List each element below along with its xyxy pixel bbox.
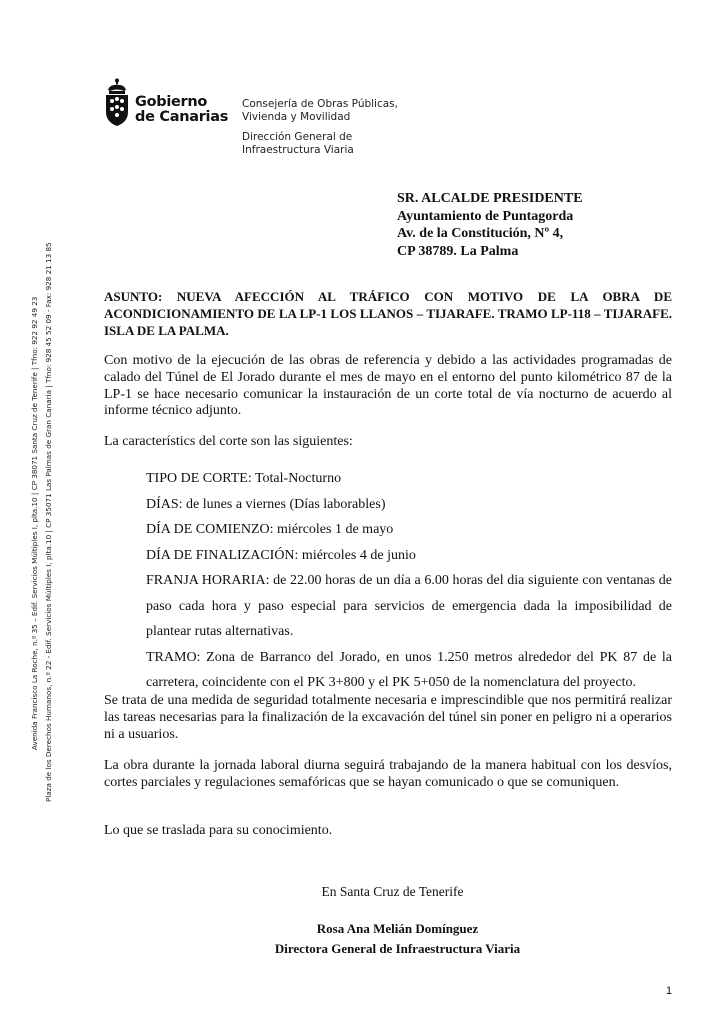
page-number: 1 [666,985,673,997]
closure-details-list [146,466,672,696]
dept-line4: Infraestructura Viaria [242,143,354,156]
paragraph-daytime-work: La obra durante la jornada laboral diurna seguirá trabajando de la manera habitual con los desvíos, cortes parciales y regulaciones semafóricas que se hayan comunicado o que se comuniquen. [104,758,672,790]
paragraph-closing: Lo que se traslada para su conocimiento. [104,823,333,838]
dept-line2: Vivienda y Movilidad [242,110,351,123]
list-item: TIPO DE CORTE: Total-Nocturno [146,471,342,486]
list-item: TRAMO: Zona de Barranco del Jorado, en unos 1.250 metros alrededor del PK 87 de la carretera, coincidente con el PK 3+800 y el PK 5+050 de la nomenclatura del proyecto. [146,649,672,690]
recipient-line1: SR. ALCALDE PRESIDENTE [397,191,583,206]
list-item: DÍA DE FINALIZACIÓN: miércoles 4 de junio [146,547,416,563]
logo-text-line2: de Canarias [135,109,229,125]
subject-line: ASUNTO: NUEVA AFECCIÓN AL TRÁFICO CON MOTIVO DE LA OBRA DE ACONDICIONAMIENTO DE LA LP-1 LOS LLANOS – TIJARAFE. TRAMO LP-118 – TIJARAFE. ISLA DE LA PALMA. [104,289,672,338]
dept-line1: Consejería de Obras Públicas, [242,98,398,110]
signature-block [0,919,725,959]
recipient-block [397,190,583,260]
signer-name: Rosa Ana Melián Domínguez [316,921,479,936]
department-block [242,98,398,156]
recipient-line2: Ayuntamiento de Puntagorda [397,208,574,224]
dept-line3: Dirección General de [242,131,353,143]
government-logo-text [135,95,228,125]
list-item: DÍA DE COMIENZO: miércoles 1 de mayo [146,522,394,537]
city-line: En Santa Cruz de Tenerife [321,884,464,899]
recipient-line4: CP 38789. La Palma [397,243,519,259]
paragraph-characteristics: La característics del corte son las siguientes: [104,434,353,449]
logo-text-line1: Gobierno [135,94,208,110]
side-address-line1: Avenida Francisco La Roche, n.º 35 – Edif. Servicios Múltiples I, plta.10 | CP 38071 Santa Cruz de Tenerife | Tfno: 922 92 49 23 [30,296,39,750]
paragraph-intro: Con motivo de la ejecución de las obras de referencia y debido a las actividades programadas de calado del Túnel de El Jorado durante el mes de mayo en el entorno del punto kilométrico 87 de la LP-1 se hace necesario comunicar la instauración de un corte total de vía nocturno de acuerdo al informe técnico adjunto. [104,353,672,419]
side-address-line2: Plaza de los Derechos Humanos, n.º 22 - Edif. Servicios Múltiples I, plta.10 | CP 35071 Las Palmas de Gran Canaria | Tfno: 928 45 52 09 - Fax: 928 21 13 85 [44,242,53,802]
coat-of-arms-icon [104,78,130,128]
paragraph-safety: Se trata de una medida de seguridad totalmente necesaria e imprescindible que nos permitirá realizar las tareas necesarias para la finalización de la excavación del túnel sin poner en peligro ni a operarios ni a usuarios. [104,693,672,742]
signer-title: Directora General de Infraestructura Viaria [274,941,521,956]
recipient-line3: Av. de la Constitución, Nº 4, [397,226,564,241]
list-item: FRANJA HORARIA: de 22.00 horas de un día a 6.00 horas del dia siguiente con ventanas de paso cada hora y paso especial para servicios de emergencia dada la imposibilidad de plantear rutas alternativas. [146,573,672,639]
list-item: DÍAS: de lunes a viernes (Días laborables) [146,496,386,512]
